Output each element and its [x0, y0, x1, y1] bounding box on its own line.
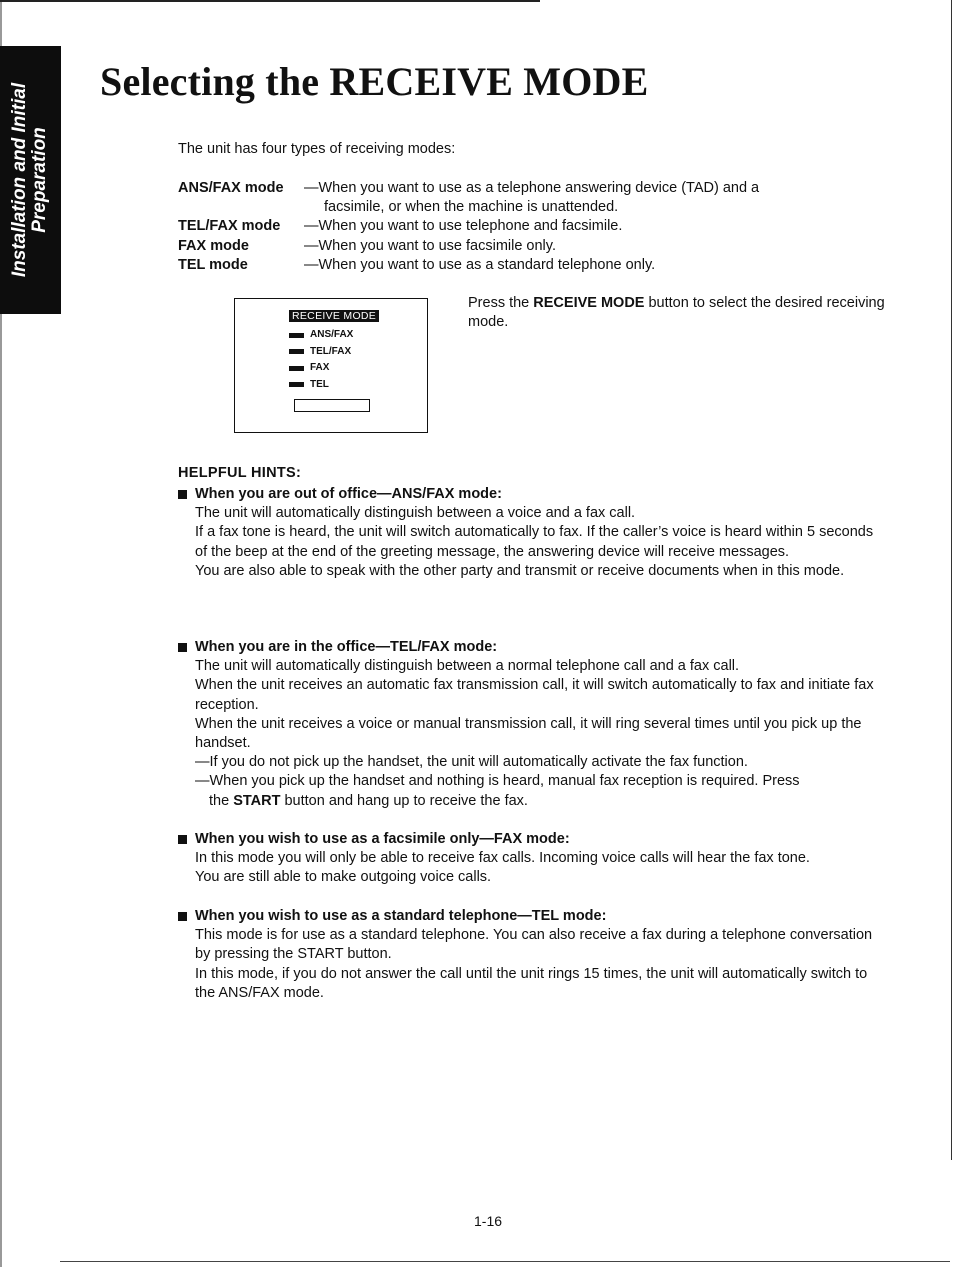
- mode-row-fax: [178, 237, 858, 256]
- hint-dash-item: [195, 772, 878, 810]
- hint-heading: [178, 638, 878, 657]
- hint-heading-text: When you wish to use as a facsimile only—FAX mode:: [195, 831, 570, 847]
- hint-paragraph: If a fax tone is heard, the unit will switch automatically to fax. If the caller’s voice is heard within 5 seconds of the beep at the end of the greeting message, the answering device will receive messages.: [195, 524, 874, 560]
- hint-body: [178, 657, 878, 811]
- dash-post: button and hang up to receive the fax.: [280, 792, 528, 809]
- hint-paragraph: You are still able to make outgoing voice calls.: [195, 869, 492, 886]
- mode-indicator-list: [289, 327, 353, 393]
- right-rule: [951, 0, 952, 1160]
- mode-desc-line2: facsimile, or when the machine is unattended.: [324, 199, 619, 216]
- hint-paragraph: The unit will automatically distinguish between a normal telephone call and a fax call.: [195, 658, 740, 675]
- mode-indicator-label: TEL: [310, 378, 329, 390]
- hint-body: [178, 504, 878, 581]
- hint-heading-text: When you are out of office—ANS/FAX mode:: [195, 486, 502, 502]
- hint-dash-line2: [195, 792, 878, 811]
- top-rule: [0, 0, 540, 2]
- indicator-lamp-icon: [289, 333, 304, 338]
- mode-row-tel: [178, 256, 858, 275]
- press-button-name: RECEIVE MODE: [533, 295, 645, 311]
- hint-paragraph: When the unit receives an automatic fax transmission call, it will switch automatically to fax and initiate fax reception.: [195, 677, 874, 713]
- mode-indicator-label: ANS/FAX: [310, 329, 354, 340]
- hint-paragraph: When the unit receives a voice or manual transmission call, it will ring several times until you pick up the handset.: [195, 715, 862, 752]
- square-bullet-icon: [178, 643, 187, 652]
- section-tab-label: [10, 50, 50, 310]
- section-tab-line2: Preparation: [29, 127, 50, 233]
- hint-tel-fax: [178, 638, 878, 811]
- mode-row-ans-fax: [178, 179, 858, 217]
- mode-desc: —When you want to use telephone and facsimile.: [304, 218, 623, 235]
- receive-mode-button-icon: [294, 399, 370, 412]
- mode-desc: [304, 179, 858, 217]
- mode-desc: —When you want to use as a standard telephone only.: [304, 256, 656, 273]
- indicator-lamp-icon: [289, 382, 304, 387]
- hint-tel: [178, 907, 878, 1003]
- receive-mode-panel: [234, 298, 428, 433]
- hint-paragraph: In this mode you will only be able to receive fax calls. Incoming voice calls will hear the fax tone.: [195, 850, 810, 867]
- section-tab: [0, 46, 61, 314]
- square-bullet-icon: [178, 490, 187, 499]
- mode-indicator-ans-fax: [289, 327, 353, 344]
- start-button-name: START: [233, 792, 281, 809]
- mode-indicator-label: FAX: [310, 362, 330, 373]
- hint-dash-item: —If you do not pick up the handset, the unit will automatically activate the fax function.: [195, 754, 748, 771]
- receive-mode-button-label: RECEIVE MODE: [289, 310, 379, 322]
- mode-name: FAX mode: [178, 237, 249, 254]
- indicator-lamp-icon: [289, 366, 304, 371]
- press-pre: Press the: [468, 295, 534, 311]
- mode-list: [178, 179, 858, 275]
- hint-heading: [178, 830, 878, 849]
- press-instruction: [468, 294, 888, 332]
- hint-paragraph: The unit will automatically distinguish between a voice and a fax call.: [195, 505, 636, 522]
- hint-heading: [178, 485, 878, 504]
- hint-paragraph: This mode is for use as a standard telephone. You can also receive a fax during a telephone conversation by pressing the START button.: [195, 927, 873, 963]
- hint-body: [178, 849, 878, 887]
- page-number: 1-16: [474, 1213, 503, 1229]
- mode-indicator-fax: [289, 360, 353, 377]
- dash-pre: the: [209, 792, 234, 809]
- indicator-lamp-icon: [289, 349, 304, 354]
- helpful-hints-title: HELPFUL HINTS:: [178, 465, 302, 481]
- mode-indicator-label: TEL/FAX: [310, 345, 352, 357]
- mode-row-tel-fax: [178, 217, 858, 236]
- mode-indicator-tel: [289, 377, 353, 394]
- hint-paragraph: In this mode, if you do not answer the call until the unit rings 15 times, the unit will automatically switch to the ANS/FAX mode.: [195, 965, 868, 1001]
- mode-name: TEL/FAX mode: [178, 218, 281, 235]
- mode-desc: —When you want to use facsimile only.: [304, 237, 556, 254]
- page-title: Selecting the RECEIVE MODE: [100, 59, 649, 104]
- square-bullet-icon: [178, 835, 187, 844]
- press-post: button to select the desired receiving mode.: [468, 295, 885, 331]
- hint-paragraph: You are also able to speak with the other party and transmit or receive documents when in this mode.: [195, 562, 845, 579]
- mode-indicator-tel-fax: [289, 344, 353, 361]
- hint-heading-text: When you wish to use as a standard telephone—TEL mode:: [195, 908, 607, 924]
- mode-name: TEL mode: [178, 256, 248, 273]
- hint-ans-fax: [178, 485, 878, 581]
- hint-body: [178, 926, 878, 1003]
- mode-desc-line1: —When you want to use as a telephone answering device (TAD) and a: [304, 180, 760, 196]
- hint-heading-text: When you are in the office—TEL/FAX mode:: [195, 639, 498, 655]
- section-tab-line1: Installation and Initial: [9, 82, 30, 278]
- bottom-rule: [60, 1261, 950, 1262]
- mode-name: ANS/FAX mode: [178, 180, 284, 196]
- hint-heading: [178, 907, 878, 926]
- intro-text: The unit has four types of receiving modes:: [178, 141, 456, 157]
- square-bullet-icon: [178, 912, 187, 921]
- hint-dash-line1: —When you pick up the handset and nothing is heard, manual fax reception is required. Press: [195, 773, 800, 790]
- hint-fax: [178, 830, 878, 888]
